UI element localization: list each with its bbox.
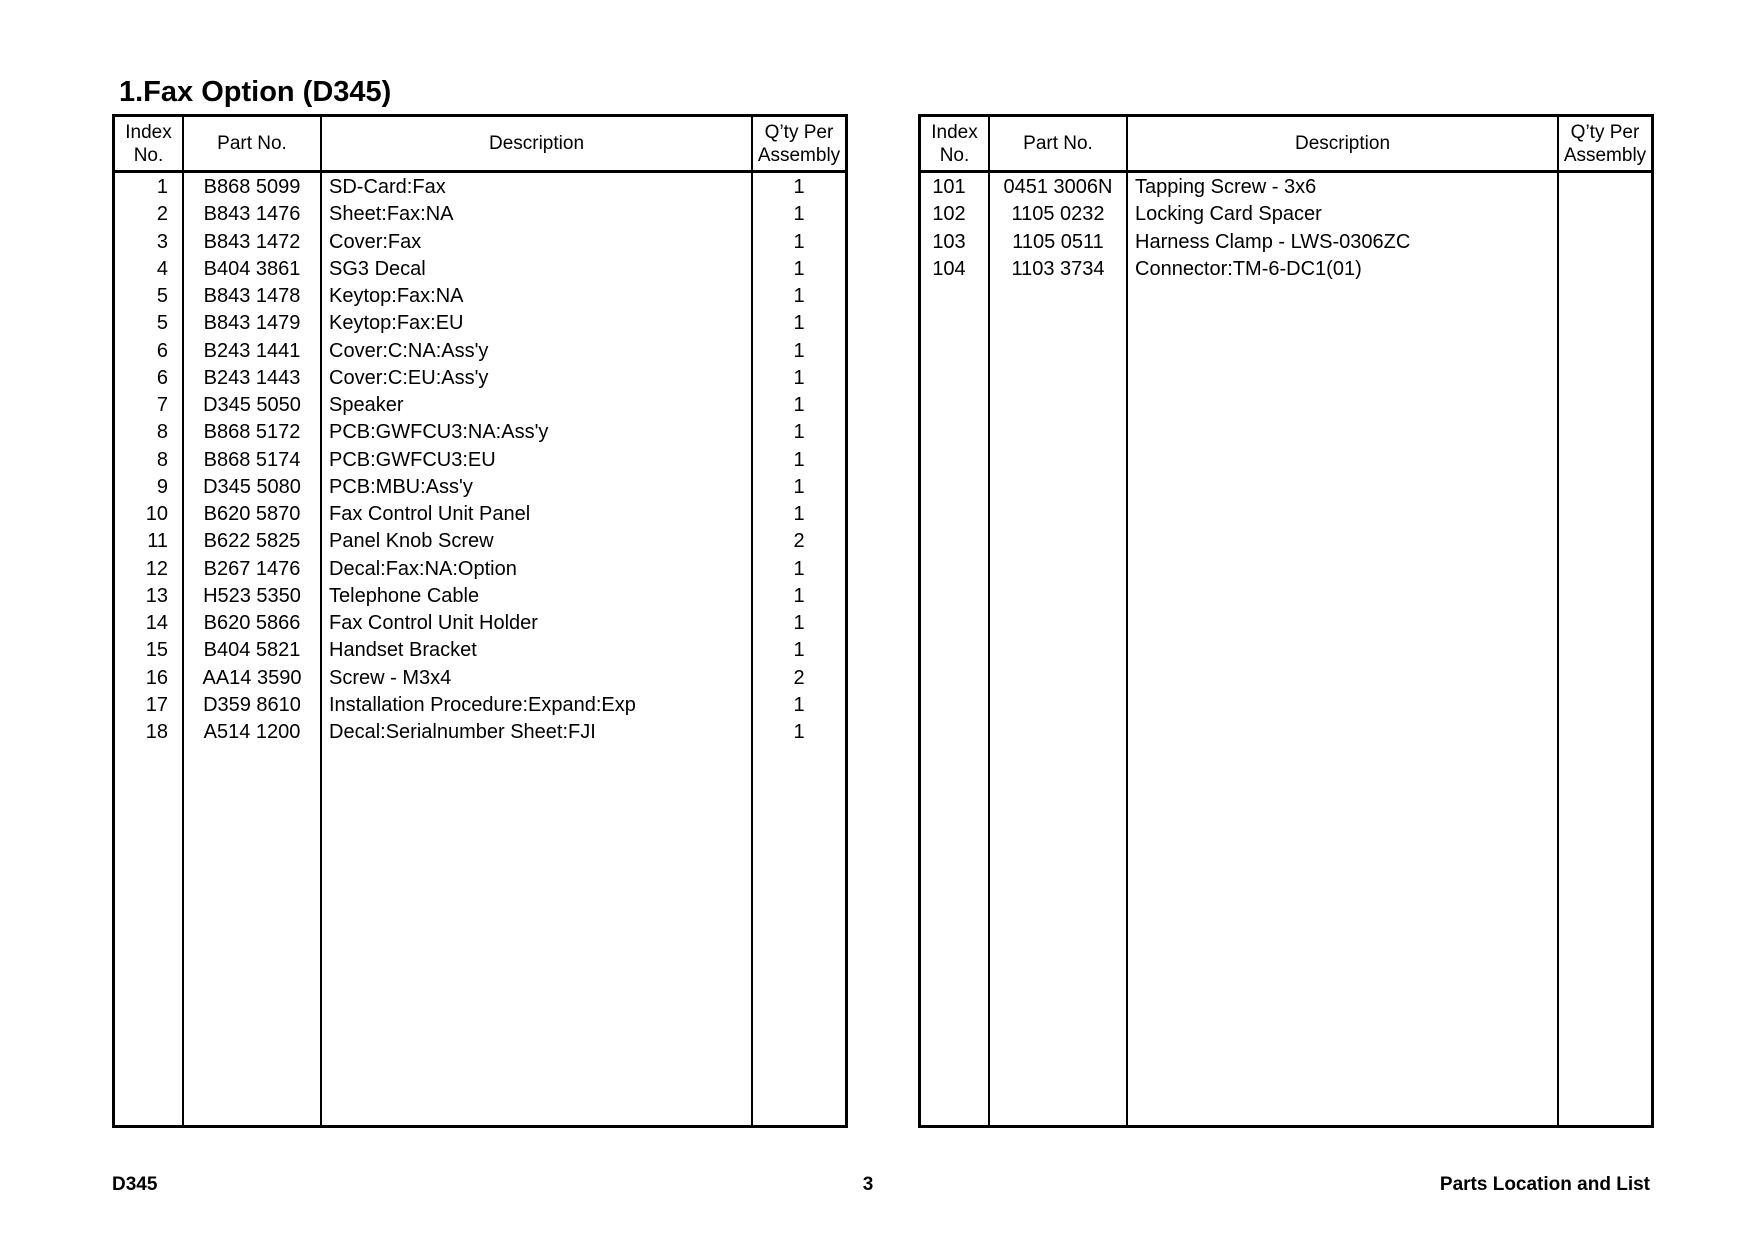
table-row	[115, 582, 845, 609]
header-index-line2: No.	[133, 144, 164, 166]
row-index: 14	[145, 612, 168, 634]
row-part-no: B243 1443	[203, 366, 301, 389]
row-description: Keytop:Fax:EU	[329, 312, 464, 335]
row-part-no: B868 5174	[203, 448, 301, 471]
table-row	[115, 337, 845, 364]
row-description: Decal:Fax:NA:Option	[329, 557, 517, 580]
row-description: Keytop:Fax:NA	[329, 285, 464, 307]
row-index: 3	[156, 230, 168, 253]
row-index: 7	[156, 394, 168, 416]
row-index: 2	[156, 203, 168, 226]
header-part-no: Part No.	[1023, 133, 1093, 154]
row-description: Fax Control Unit Panel	[329, 503, 531, 525]
row-description: Screw - M3x4	[329, 666, 452, 689]
row-part-no: A514 1200	[203, 721, 301, 743]
table-row	[115, 555, 845, 582]
table-row	[115, 718, 845, 745]
row-qty: 1	[793, 285, 805, 307]
table-row	[115, 364, 845, 391]
row-description: Fax Control Unit Holder	[329, 612, 538, 634]
row-description: Telephone Cable	[329, 584, 480, 607]
header-qty-line1: Q’ty Per	[1570, 121, 1640, 143]
row-qty: 2	[793, 530, 805, 553]
header-index-line1: Index	[125, 121, 172, 143]
row-index: 11	[147, 530, 168, 553]
table-row	[115, 500, 845, 527]
row-part-no: B243 1441	[203, 339, 301, 362]
row-part-no: B843 1476	[203, 203, 301, 226]
row-qty: 1	[793, 448, 805, 471]
row-qty: 1	[793, 203, 805, 226]
row-part-no: B868 5172	[203, 421, 301, 444]
row-part-no: D359 8610	[203, 693, 301, 716]
row-part-no: B622 5825	[203, 530, 301, 553]
row-part-no: AA14 3590	[202, 666, 302, 689]
row-description: Locking Card Spacer	[1135, 203, 1322, 226]
row-part-no: B267 1476	[203, 557, 301, 580]
row-index: 13	[145, 584, 168, 607]
header-qty	[1559, 117, 1651, 170]
table-row	[115, 418, 845, 445]
row-description: Panel Knob Screw	[329, 530, 494, 553]
table-row	[115, 282, 845, 309]
row-index: 5	[156, 312, 168, 335]
row-part-no: B404 5821	[203, 639, 301, 662]
table-row	[921, 200, 1651, 227]
footer-page-number: 3	[862, 1174, 874, 1195]
header-index-line1: Index	[931, 121, 978, 143]
table-header	[921, 117, 1651, 170]
table-row	[115, 636, 845, 663]
table-row	[921, 173, 1651, 200]
row-part-no: 1103 3734	[1011, 257, 1105, 280]
table-row	[115, 309, 845, 336]
row-description: Decal:Serialnumber Sheet:FJI	[329, 721, 596, 743]
row-part-no: 0451 3006N	[1003, 176, 1113, 198]
row-index: 6	[156, 366, 168, 389]
header-description: Description	[1294, 133, 1391, 154]
row-part-no: D345 5080	[203, 475, 301, 498]
row-description: Cover:C:EU:Ass'y	[329, 366, 489, 389]
row-index: 5	[156, 285, 168, 307]
header-qty-line1: Q’ty Per	[764, 121, 834, 143]
header-index-line2: No.	[939, 144, 970, 166]
table-row	[115, 473, 845, 500]
table-row	[115, 609, 845, 636]
parts-table-right	[918, 114, 1654, 1128]
row-part-no: B404 3861	[203, 257, 301, 280]
header-description: Description	[488, 133, 585, 154]
row-qty: 1	[793, 394, 805, 416]
row-index: 103	[932, 230, 966, 253]
row-qty: 1	[793, 503, 805, 525]
header-qty	[753, 117, 845, 170]
row-index: 12	[145, 557, 168, 580]
row-description: Handset Bracket	[329, 639, 477, 662]
row-part-no: B868 5099	[203, 176, 301, 198]
table-row	[115, 391, 845, 418]
table-row	[115, 200, 845, 227]
row-index: 104	[932, 257, 966, 280]
row-part-no: B843 1479	[203, 312, 301, 335]
row-index: 101	[932, 176, 966, 198]
footer-model: D345	[112, 1174, 158, 1195]
row-part-no: B843 1472	[203, 230, 301, 253]
footer-section: Parts Location and List	[1439, 1174, 1650, 1195]
row-index: 15	[145, 639, 168, 662]
table-body-left	[115, 173, 845, 745]
row-part-no: H523 5350	[203, 584, 301, 607]
row-description: Harness Clamp - LWS-0306ZC	[1135, 230, 1411, 253]
row-index: 17	[145, 693, 168, 716]
table-body-right	[921, 173, 1651, 282]
row-description: Installation Procedure:Expand:Exp	[329, 693, 636, 716]
row-part-no: 1105 0232	[1011, 203, 1105, 226]
page-title: 1.Fax Option (D345)	[119, 76, 392, 108]
header-part-no: Part No.	[217, 133, 287, 154]
row-description: Speaker	[329, 394, 404, 416]
row-qty: 1	[793, 421, 805, 444]
header-qty-line2: Assembly	[757, 144, 841, 166]
table-row	[115, 255, 845, 282]
row-qty: 1	[793, 557, 805, 580]
table-row	[921, 255, 1651, 282]
row-qty: 1	[793, 257, 805, 280]
header-index	[115, 117, 182, 170]
row-index: 9	[156, 475, 168, 498]
row-qty: 1	[793, 612, 805, 634]
row-description: Cover:Fax	[329, 230, 422, 253]
row-index: 1	[156, 176, 168, 198]
row-qty: 1	[793, 721, 805, 743]
header-index	[921, 117, 988, 170]
row-part-no: D345 5050	[203, 394, 301, 416]
table-row	[921, 228, 1651, 255]
row-description: PCB:GWFCU3:NA:Ass'y	[329, 421, 549, 444]
row-part-no: 1105 0511	[1012, 230, 1104, 253]
row-index: 102	[932, 203, 966, 226]
row-description: PCB:GWFCU3:EU	[329, 448, 496, 471]
row-part-no: B843 1478	[203, 285, 301, 307]
row-qty: 1	[793, 693, 805, 716]
table-row	[115, 446, 845, 473]
row-description: SG3 Decal	[329, 257, 426, 280]
table-row	[115, 228, 845, 255]
parts-table-left	[112, 114, 848, 1128]
row-qty: 1	[793, 230, 805, 253]
row-index: 6	[156, 339, 168, 362]
row-qty: 1	[793, 584, 805, 607]
row-index: 16	[145, 666, 168, 689]
row-index: 4	[156, 257, 168, 280]
row-qty: 2	[793, 666, 805, 689]
row-part-no: B620 5866	[203, 612, 301, 634]
row-description: Cover:C:NA:Ass'y	[329, 339, 489, 362]
row-index: 8	[156, 421, 168, 444]
header-qty-line2: Assembly	[1563, 144, 1647, 166]
row-description: Sheet:Fax:NA	[329, 203, 454, 226]
row-index: 10	[145, 503, 168, 525]
table-header	[115, 117, 845, 170]
row-description: Tapping Screw - 3x6	[1135, 176, 1317, 198]
row-index: 8	[156, 448, 168, 471]
row-description: PCB:MBU:Ass'y	[329, 475, 473, 498]
row-qty: 1	[793, 339, 805, 362]
row-qty: 1	[793, 366, 805, 389]
row-qty: 1	[793, 312, 805, 335]
row-qty: 1	[793, 475, 805, 498]
row-description: SD-Card:Fax	[329, 176, 446, 198]
row-qty: 1	[793, 639, 805, 662]
row-qty: 1	[793, 176, 805, 198]
row-description: Connector:TM-6-DC1(01)	[1135, 257, 1362, 280]
table-row	[115, 527, 845, 554]
table-row	[115, 173, 845, 200]
row-part-no: B620 5870	[203, 503, 301, 525]
table-row	[115, 664, 845, 691]
table-row	[115, 691, 845, 718]
row-index: 18	[145, 721, 168, 743]
